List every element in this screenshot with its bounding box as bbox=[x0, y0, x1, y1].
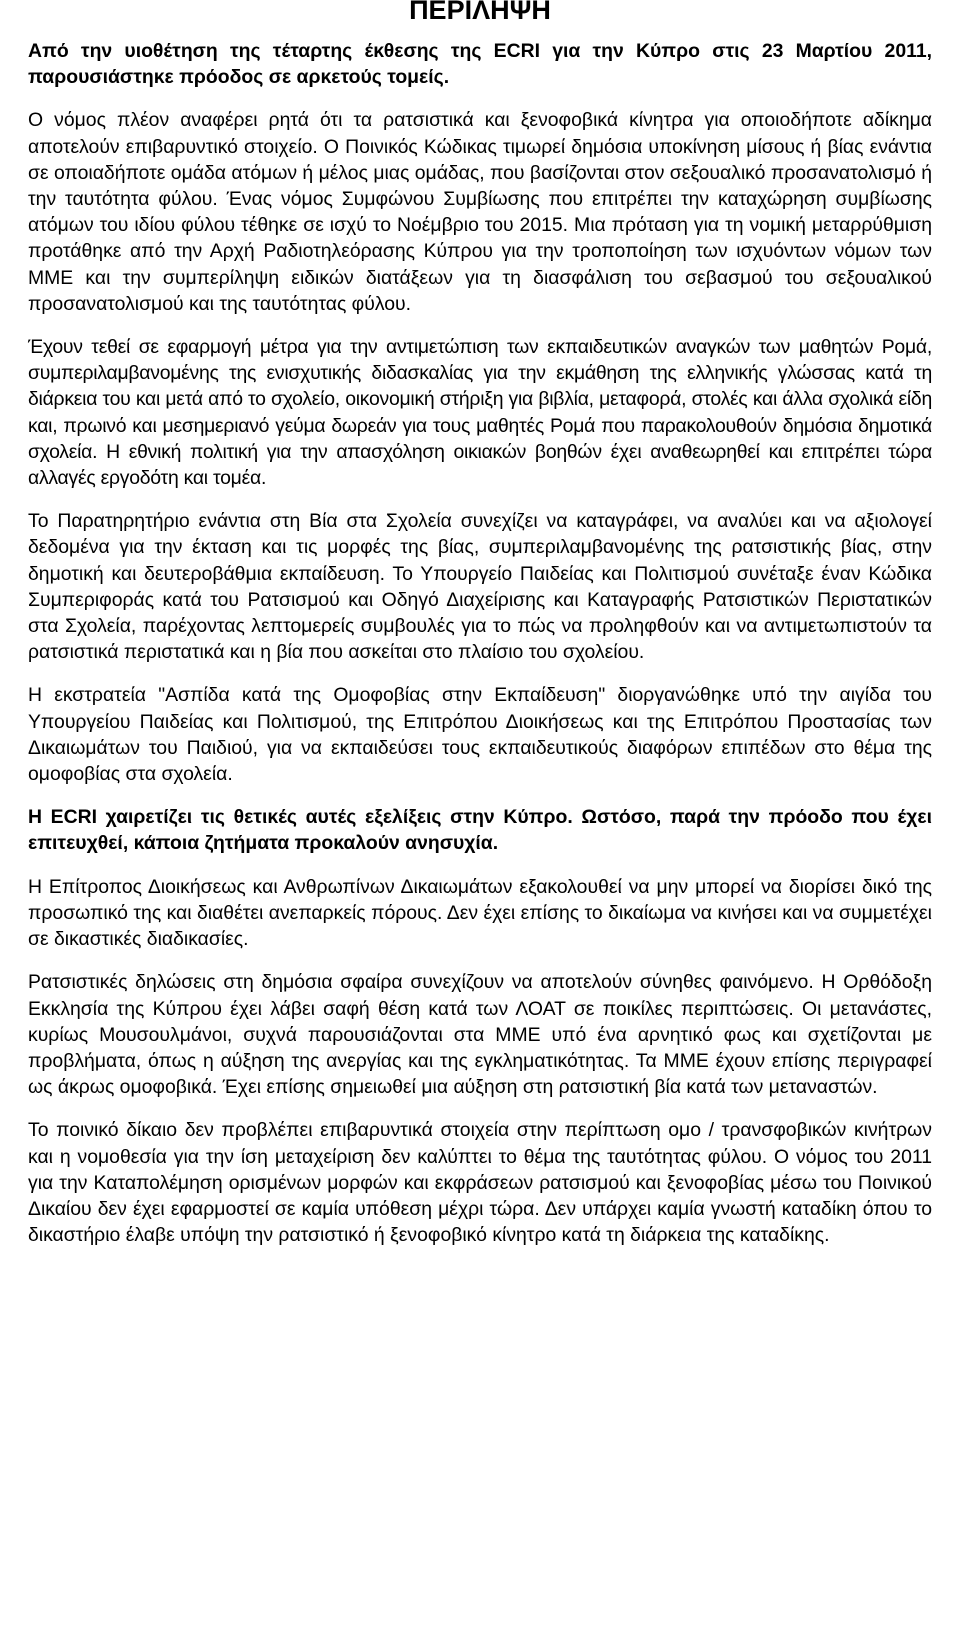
concern-paragraph-ombudsman: Η Επίτροπος Διοικήσεως και Ανθρωπίνων Δικαιωμάτων εξακολουθεί να μην μπορεί να διορίσει δικό της προσωπικό της και διαθέτει ανεπαρκείς πόρους. Δεν έχει επίσης το δικαίωμα να κινήσει και να συμμετέχει σε δικαστικές διαδικασίες. bbox=[28, 875, 932, 951]
document-page bbox=[28, 0, 932, 1265]
intro-paragraph: Από την υιοθέτηση της τέταρτης έκθεσης της ECRI για την Κύπρο στις 23 Μαρτίου 2011, παρουσιάστηκε πρόοδος σε αρκετούς τομείς. bbox=[28, 40, 932, 89]
progress-paragraph-homophobia-campaign: Η εκστρατεία "Ασπίδα κατά της Ομοφοβίας στην Εκπαίδευση" διοργανώθηκε υπό την αιγίδα του Υπουργείου Παιδείας και Πολιτισμού, της Επιτρόπου Διοικήσεως και της Επιτρόπου Προστασίας των Δικαιωμάτων του Παιδιού, για να εκπαιδεύσει τους εκπαιδευτικούς διαφόρων επιπέδων στο θέμα της ομοφοβίας στα σχολεία. bbox=[28, 684, 932, 786]
concerns-statement: Η ECRI χαιρετίζει τις θετικές αυτές εξελίξεις στην Κύπρο. Ωστόσο, παρά την πρόοδο που έχει επιτευχθεί, κάποια ζητήματα προκαλούν ανησυχία. bbox=[28, 806, 932, 855]
progress-paragraph-roma: Έχουν τεθεί σε εφαρμογή μέτρα για την αντιμετώπιση των εκπαιδευτικών αναγκών των μαθητών Ρομά, συμπεριλαμβανομένης της ενισχυτικής διδασκαλίας για την εκμάθηση της ελληνικής γλώσσας κατά τη διάρκεια του και μετά από το σχολείο, οικονομική στήριξη για βιβλία, μεταφορά, στολές και άλλα σχολικά είδη και, πρωινό και μεσημεριανό γεύμα δωρεάν για τους μαθητές Ρομά που παρακολουθούν δημόσια δημοτικά σχολεία. Η εθνική πολιτική για την απασχόληση οικιακών βοηθών έχει αναθεωρηθεί και επιτρέπει τώρα αλλαγές εργοδότη και τομέα. bbox=[28, 336, 932, 490]
progress-paragraph-legal: Ο νόμος πλέον αναφέρει ρητά ότι τα ρατσιστικά και ξενοφοβικά κίνητρα για οποιοδήποτε αδίκημα αποτελούν επιβαρυντικό στοιχείο. Ο Ποινικός Κώδικας τιμωρεί δημόσια υποκίνηση μίσους ή βίας ενάντια σε οποιαδήποτε ομάδα ατόμων ή μέλος μιας ομάδας, που βασίζονται στον σεξουαλικό προσανατολισμό ή την ταυτότητα φύλου. Ένας νόμος Συμφώνου Συμβίωσης που επιτρέπει την καταχώρηση συμβίωσης ατόμων του ιδίου φύλου τέθηκε σε ισχύ το Νοέμβριο του 2015. Μια πρόταση για τη νομική μεταρρύθμιση προτάθηκε από την Αρχή Ραδιοτηλεόρασης Κύπρου για την τροποποίηση των ισχυόντων νόμων των ΜΜΕ και την συμπερίληψη ειδικών διατάξεων για τη διασφάλιση του σεβασμού του σεξουαλικού προσανατολισμού και της ταυτότητας φύλου. bbox=[28, 109, 932, 315]
concern-paragraph-public-discourse: Ρατσιστικές δηλώσεις στη δημόσια σφαίρα συνεχίζουν να αποτελούν σύνηθες φαινόμενο. Η Ορθόδοξη Εκκλησία της Κύπρου έχει λάβει σαφή θέση κατά των ΛΟΑΤ σε ποικίλες περιπτώσεις. Οι μετανάστες, κυρίως Μουσουλμάνοι, συχνά παρουσιάζονται στα ΜΜΕ υπό ένα αρνητικό φως και σχετίζονται με προβλήματα, όπως η αύξηση της ανεργίας και της εγκληματικότητας. Τα ΜΜΕ έχουν επίσης περιγραφεί ως άκρως ομοφοβικά. Έχει επίσης σημειωθεί μια αύξηση στη ρατσιστική βία κατά των μεταναστών. bbox=[28, 971, 932, 1099]
concern-paragraph-criminal-law: Το ποινικό δίκαιο δεν προβλέπει επιβαρυντικά στοιχεία στην περίπτωση ομο / τρανσφοβικών κινήτρων και η νομοθεσία για την ίση μεταχείριση δεν καλύπτει το θέμα της ταυτότητας φύλου. Ο νόμος του 2011 για την Καταπολέμηση ορισμένων μορφών και εκφράσεων ρατσισμού και ξενοφοβίας μέσω του Ποινικού Δικαίου δεν έχει εφαρμοστεί σε καμία υπόθεση μέχρι τώρα. Δεν υπάρχει καμία γνωστή καταδίκη όπου το δικαστήριο έλαβε υπόψη την ρατσιστικό ή ξενοφοβικό κίνητρο κατά τη διάρκεια της καταδίκης. bbox=[28, 1119, 932, 1247]
progress-paragraph-schools: Το Παρατηρητήριο ενάντια στη Βία στα Σχολεία συνεχίζει να καταγράφει, να αναλύει και να αξιολογεί δεδομένα για την έκταση και τις μορφές της βίας, συμπεριλαμβανομένης της ρατσιστικής βίας, στην δημοτική και δευτεροβάθμια εκπαίδευση. Το Υπουργείο Παιδείας και Πολιτισμού συνέταξε έναν Κώδικα Συμπεριφοράς κατά του Ρατσισμού και Οδηγό Διαχείρισης και Καταγραφής Ρατσιστικών Περιστατικών στα Σχολεία, παρέχοντας λεπτομερείς συμβουλές για το πώς να προληφθούν και να αντιμετωπιστούν τα ρατσιστικά περιστατικά και η βία που ασκείται στο πλαίσιο του σχολείου. bbox=[28, 510, 932, 664]
page-title: ΠΕΡΙΛΗΨΗ bbox=[409, 0, 551, 25]
